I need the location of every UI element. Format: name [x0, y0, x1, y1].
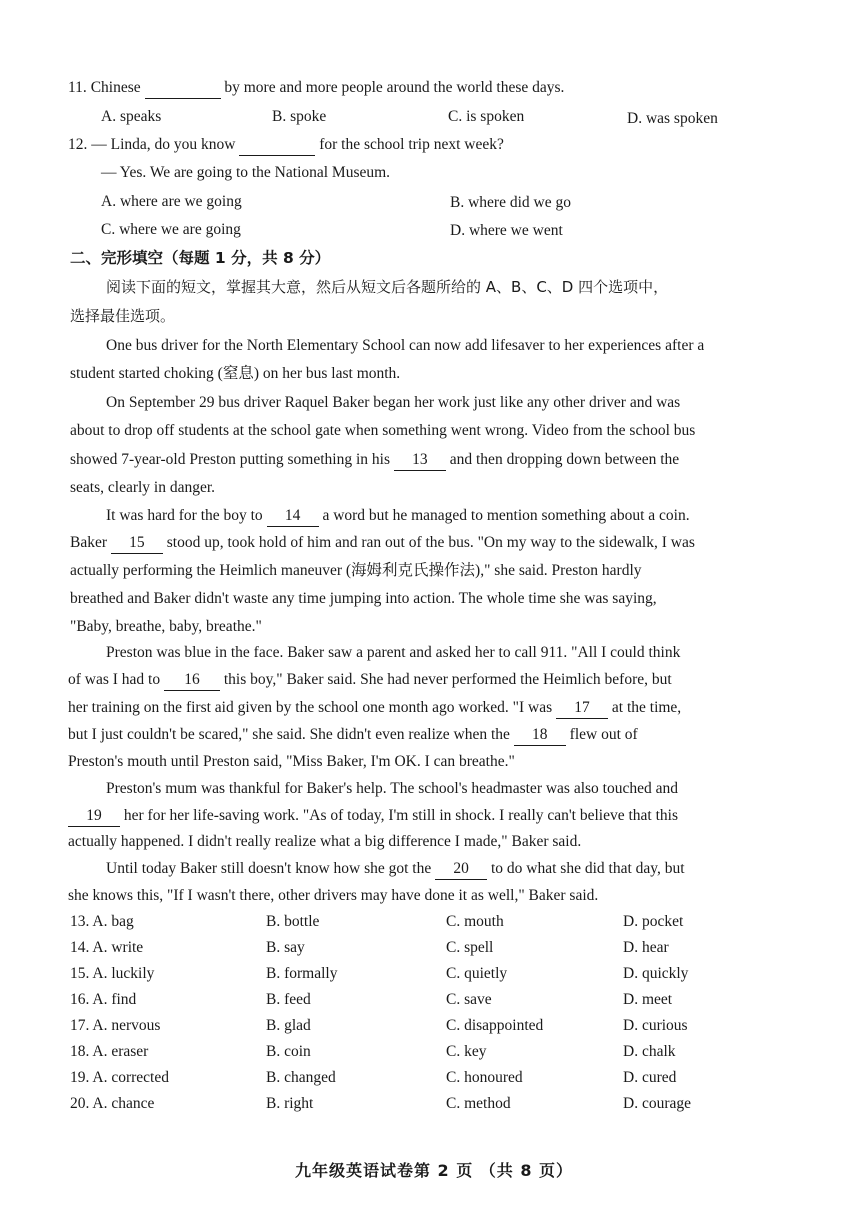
passage-line: about to drop off students at the school gate when something went wrong. Video from the school bus: [70, 422, 696, 439]
option-b[interactable]: B. say: [266, 939, 305, 956]
passage-line: actually performing the Heimlich maneuver (海姆利克氏操作法)," she said. Preston hardly: [70, 562, 642, 579]
answer-blank[interactable]: [145, 78, 221, 99]
option-d[interactable]: D. meet: [623, 991, 673, 1008]
question-12-reply: — Yes. We are going to the National Museum.: [101, 164, 391, 181]
answer-blank[interactable]: [239, 135, 315, 156]
passage-text: Until today Baker still doesn't know how she got the: [106, 860, 432, 877]
passage-line: actually happened. I didn't really realize what a big difference I made," Baker said.: [68, 833, 582, 850]
option-d[interactable]: D. curious: [623, 1017, 688, 1034]
passage-line: [70, 450, 679, 471]
passage-text: this boy," Baker said. She had never performed the Heimlich before, but: [223, 671, 672, 688]
option-b[interactable]: B. coin: [266, 1043, 311, 1060]
option-c[interactable]: C. method: [446, 1095, 511, 1112]
option-d[interactable]: D. where we went: [450, 222, 563, 239]
passage-line: "Baby, breathe, baby, breathe.": [70, 618, 262, 635]
passage-text: of was I had to: [68, 671, 161, 688]
option-a[interactable]: 16. A. find: [70, 991, 137, 1008]
option-a[interactable]: 15. A. luckily: [70, 965, 155, 982]
question-number: 11.: [68, 79, 87, 96]
passage-line: [68, 725, 638, 746]
passage-text: her training on the first aid given by the school one month ago worked. "I was: [68, 699, 553, 716]
option-c[interactable]: C. is spoken: [448, 108, 525, 125]
passage-line: [70, 533, 695, 554]
passage-line: Preston's mum was thankful for Baker's help. The school's headmaster was also touched and: [106, 780, 678, 797]
option-b[interactable]: B. where did we go: [450, 194, 571, 211]
option-c[interactable]: C. honoured: [446, 1069, 523, 1086]
option-a[interactable]: A. speaks: [101, 108, 162, 125]
section-instruction: 阅读下面的短文，掌握其大意，然后从短文后各题所给的 A、B、C、D 四个选项中，: [106, 278, 669, 296]
question-text: — Linda, do you know: [91, 136, 236, 153]
option-b[interactable]: B. spoke: [272, 108, 327, 125]
option-b[interactable]: B. right: [266, 1095, 314, 1112]
option-d[interactable]: D. hear: [623, 939, 669, 956]
passage-line: breathed and Baker didn't waste any time jumping into action. The whole time she was saying,: [70, 590, 657, 607]
passage-line: seats, clearly in danger.: [70, 479, 216, 496]
blank-15[interactable]: 15: [111, 533, 163, 554]
passage-text: a word but he managed to mention something about a coin.: [322, 507, 690, 524]
option-d[interactable]: D. quickly: [623, 965, 689, 982]
option-b[interactable]: B. feed: [266, 991, 311, 1008]
question-text: by more and more people around the world these days.: [224, 79, 565, 96]
passage-line: [106, 859, 685, 880]
option-c[interactable]: C. mouth: [446, 913, 504, 930]
option-a[interactable]: A. where are we going: [101, 193, 242, 210]
passage-text: stood up, took hold of him and ran out of the bus. "On my way to the sidewalk, I was: [166, 534, 695, 551]
option-c[interactable]: C. key: [446, 1043, 487, 1060]
blank-18[interactable]: 18: [514, 725, 566, 746]
passage-text: at the time,: [611, 699, 682, 716]
question-12-stem: [68, 135, 504, 156]
question-text: Chinese: [90, 79, 141, 96]
blank-17[interactable]: 17: [556, 698, 608, 719]
passage-text: but I just couldn't be scared," she said. She didn't even realize when the: [68, 726, 510, 743]
question-number: 12.: [68, 136, 88, 153]
option-c[interactable]: C. quietly: [446, 965, 508, 982]
passage-text: Baker: [70, 534, 108, 551]
blank-14[interactable]: 14: [267, 506, 319, 527]
option-a[interactable]: 14. A. write: [70, 939, 144, 956]
option-b[interactable]: B. formally: [266, 965, 338, 982]
passage-text: It was hard for the boy to: [106, 507, 263, 524]
passage-text: showed 7-year-old Preston putting something in his: [70, 451, 390, 468]
option-d[interactable]: D. chalk: [623, 1043, 676, 1060]
passage-line: Preston was blue in the face. Baker saw a parent and asked her to call 911. "All I could think: [106, 644, 681, 661]
blank-16[interactable]: 16: [164, 670, 220, 691]
passage-text: and then dropping down between the: [449, 451, 680, 468]
option-b[interactable]: B. changed: [266, 1069, 336, 1086]
option-d[interactable]: D. was spoken: [627, 110, 718, 127]
blank-20[interactable]: 20: [435, 859, 487, 880]
option-b[interactable]: B. bottle: [266, 913, 320, 930]
passage-line: [106, 506, 690, 527]
passage-line: On September 29 bus driver Raquel Baker began her work just like any other driver and was: [106, 394, 681, 411]
option-a[interactable]: 18. A. eraser: [70, 1043, 149, 1060]
question-11-stem: [68, 78, 564, 99]
section-instruction: 选择最佳选项。: [70, 307, 176, 325]
option-c[interactable]: C. where we are going: [101, 221, 241, 238]
blank-19[interactable]: 19: [68, 806, 120, 827]
option-b[interactable]: B. glad: [266, 1017, 311, 1034]
passage-text: her for her life-saving work. "As of today, I'm still in shock. I really can't believe that this: [123, 807, 678, 824]
passage-text: flew out of: [569, 726, 638, 743]
section-heading: 二、完形填空（每题 1 分，共 8 分）: [70, 249, 331, 267]
option-a[interactable]: 13. A. bag: [70, 913, 134, 930]
option-d[interactable]: D. pocket: [623, 913, 684, 930]
passage-text: to do what she did that day, but: [491, 860, 685, 877]
passage-line: [68, 670, 672, 691]
option-a[interactable]: 17. A. nervous: [70, 1017, 161, 1034]
page-footer: 九年级英语试卷第 2 页 （共 8 页）: [294, 1161, 574, 1180]
option-a[interactable]: 20. A. chance: [70, 1095, 155, 1112]
option-c[interactable]: C. disappointed: [446, 1017, 544, 1034]
option-a[interactable]: 19. A. corrected: [70, 1069, 169, 1086]
question-text: for the school trip next week?: [319, 136, 504, 153]
passage-line: Preston's mouth until Preston said, "Miss Baker, I'm OK. I can breathe.": [68, 753, 515, 770]
passage-line: One bus driver for the North Elementary School can now add lifesaver to her experiences after a: [106, 337, 705, 354]
passage-line: she knows this, "If I wasn't there, other drivers may have done it as well," Baker said.: [68, 887, 599, 904]
passage-line: [68, 806, 678, 827]
option-d[interactable]: D. courage: [623, 1095, 691, 1112]
option-c[interactable]: C. save: [446, 991, 492, 1008]
passage-line: student started choking (窒息) on her bus last month.: [70, 365, 401, 382]
option-d[interactable]: D. cured: [623, 1069, 677, 1086]
blank-13[interactable]: 13: [394, 450, 446, 471]
passage-line: [68, 698, 681, 719]
option-c[interactable]: C. spell: [446, 939, 494, 956]
